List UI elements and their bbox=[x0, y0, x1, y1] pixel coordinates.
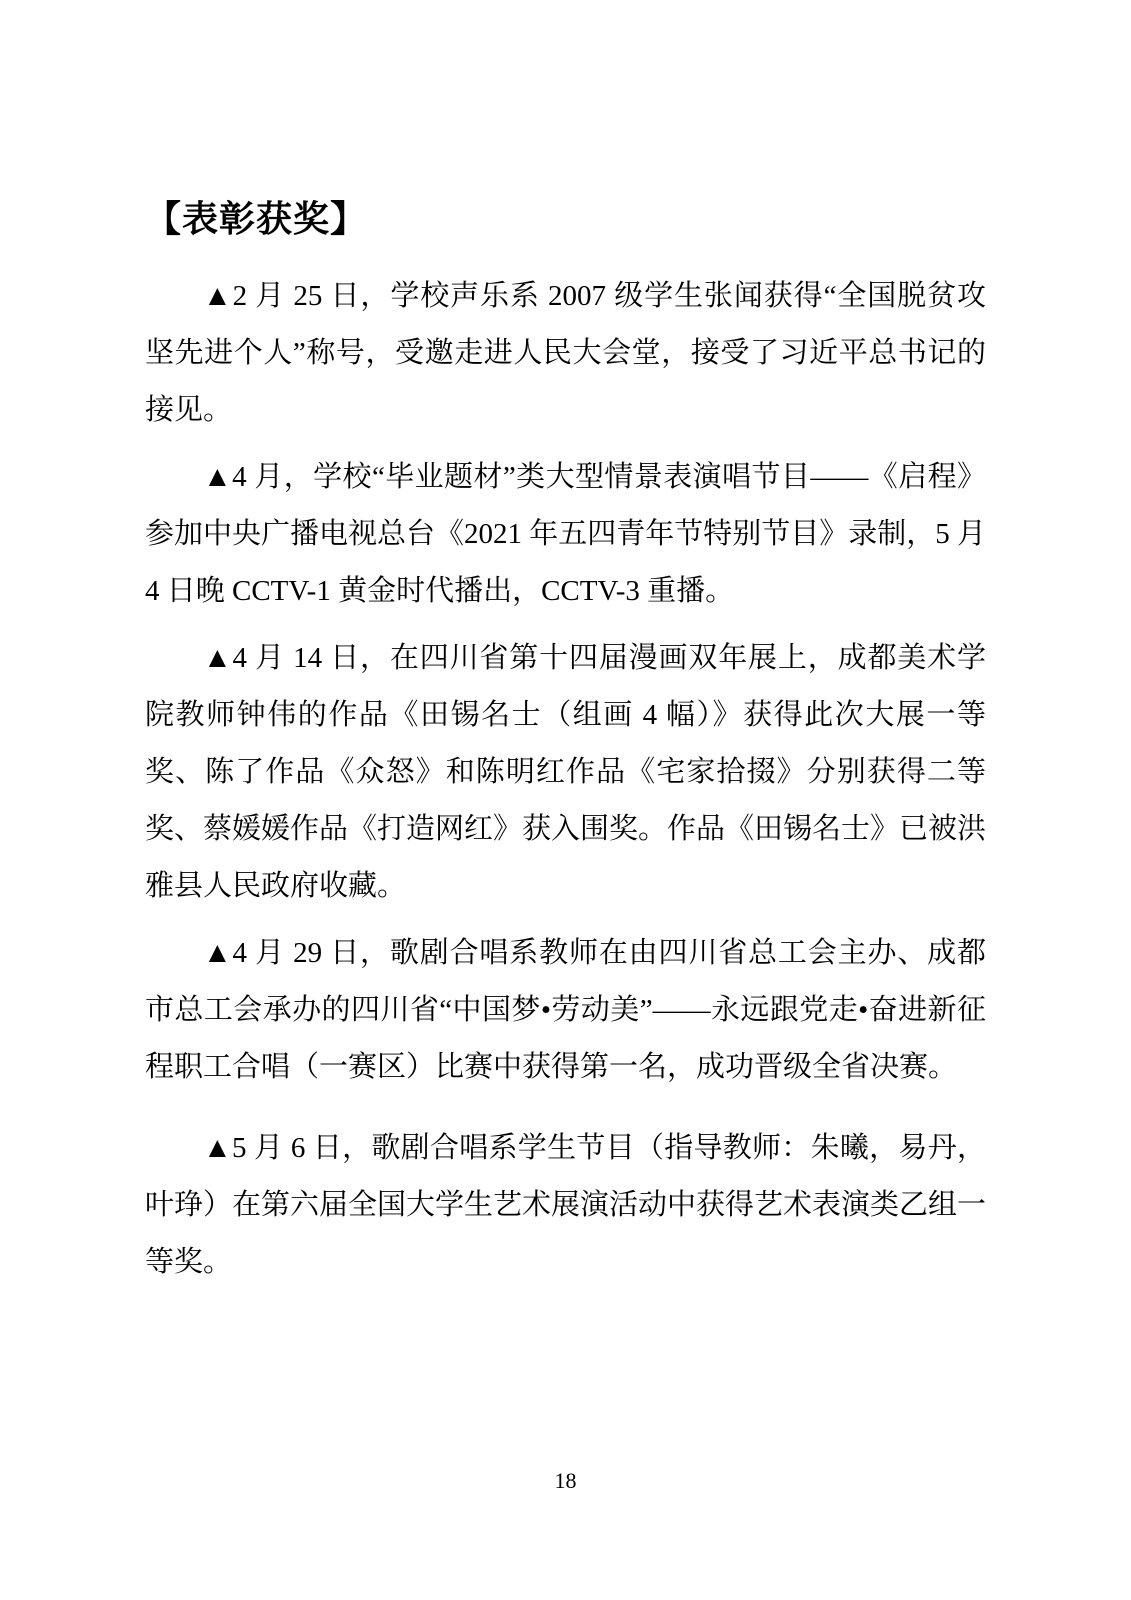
paragraph: ▲4 月 14 日，在四川省第十四届漫画双年展上，成都美术学院教师钟伟的作品《田锡名士（组画 4 幅）》获得此次大展一等奖、陈了作品《众怒》和陈明红作品《宅家拾掇》分别获得二等奖、蔡媛媛作品《打造网红》获入围奖。作品《田锡名士》已被洪雅县人民政府收藏。 bbox=[145, 642, 987, 902]
section-heading: 【表彰获奖】 bbox=[145, 198, 368, 239]
page-number: 18 bbox=[554, 1468, 577, 1493]
document-content bbox=[145, 196, 986, 1301]
paragraph: ▲2 月 25 日，学校声乐系 2007 级学生张闻获得“全国脱贫攻坚先进个人”称号，受邀走进人民大会堂，接受了习近平总书记的接见。 bbox=[145, 280, 986, 426]
paragraph: ▲4 月，学校“毕业题材”类大型情景表演唱节目——《启程》参加中央广播电视总台《2021 年五四青年节特别节目》录制，5 月 4 日晚 CCTV-1 黄金时代播出，CCTV-3 重播。 bbox=[145, 461, 987, 607]
paragraph: ▲5 月 6 日，歌剧合唱系学生节目（指导教师：朱曦，易丹，叶琤）在第六届全国大学生艺术展演活动中获得艺术表演类乙组一等奖。 bbox=[145, 1132, 987, 1278]
paragraph: ▲4 月 29 日，歌剧合唱系教师在由四川省总工会主办、成都市总工会承办的四川省“中国梦•劳动美”——永远跟党走•奋进新征程职工合唱（一赛区）比赛中获得第一名，成功晋级全省决赛。 bbox=[145, 937, 986, 1083]
